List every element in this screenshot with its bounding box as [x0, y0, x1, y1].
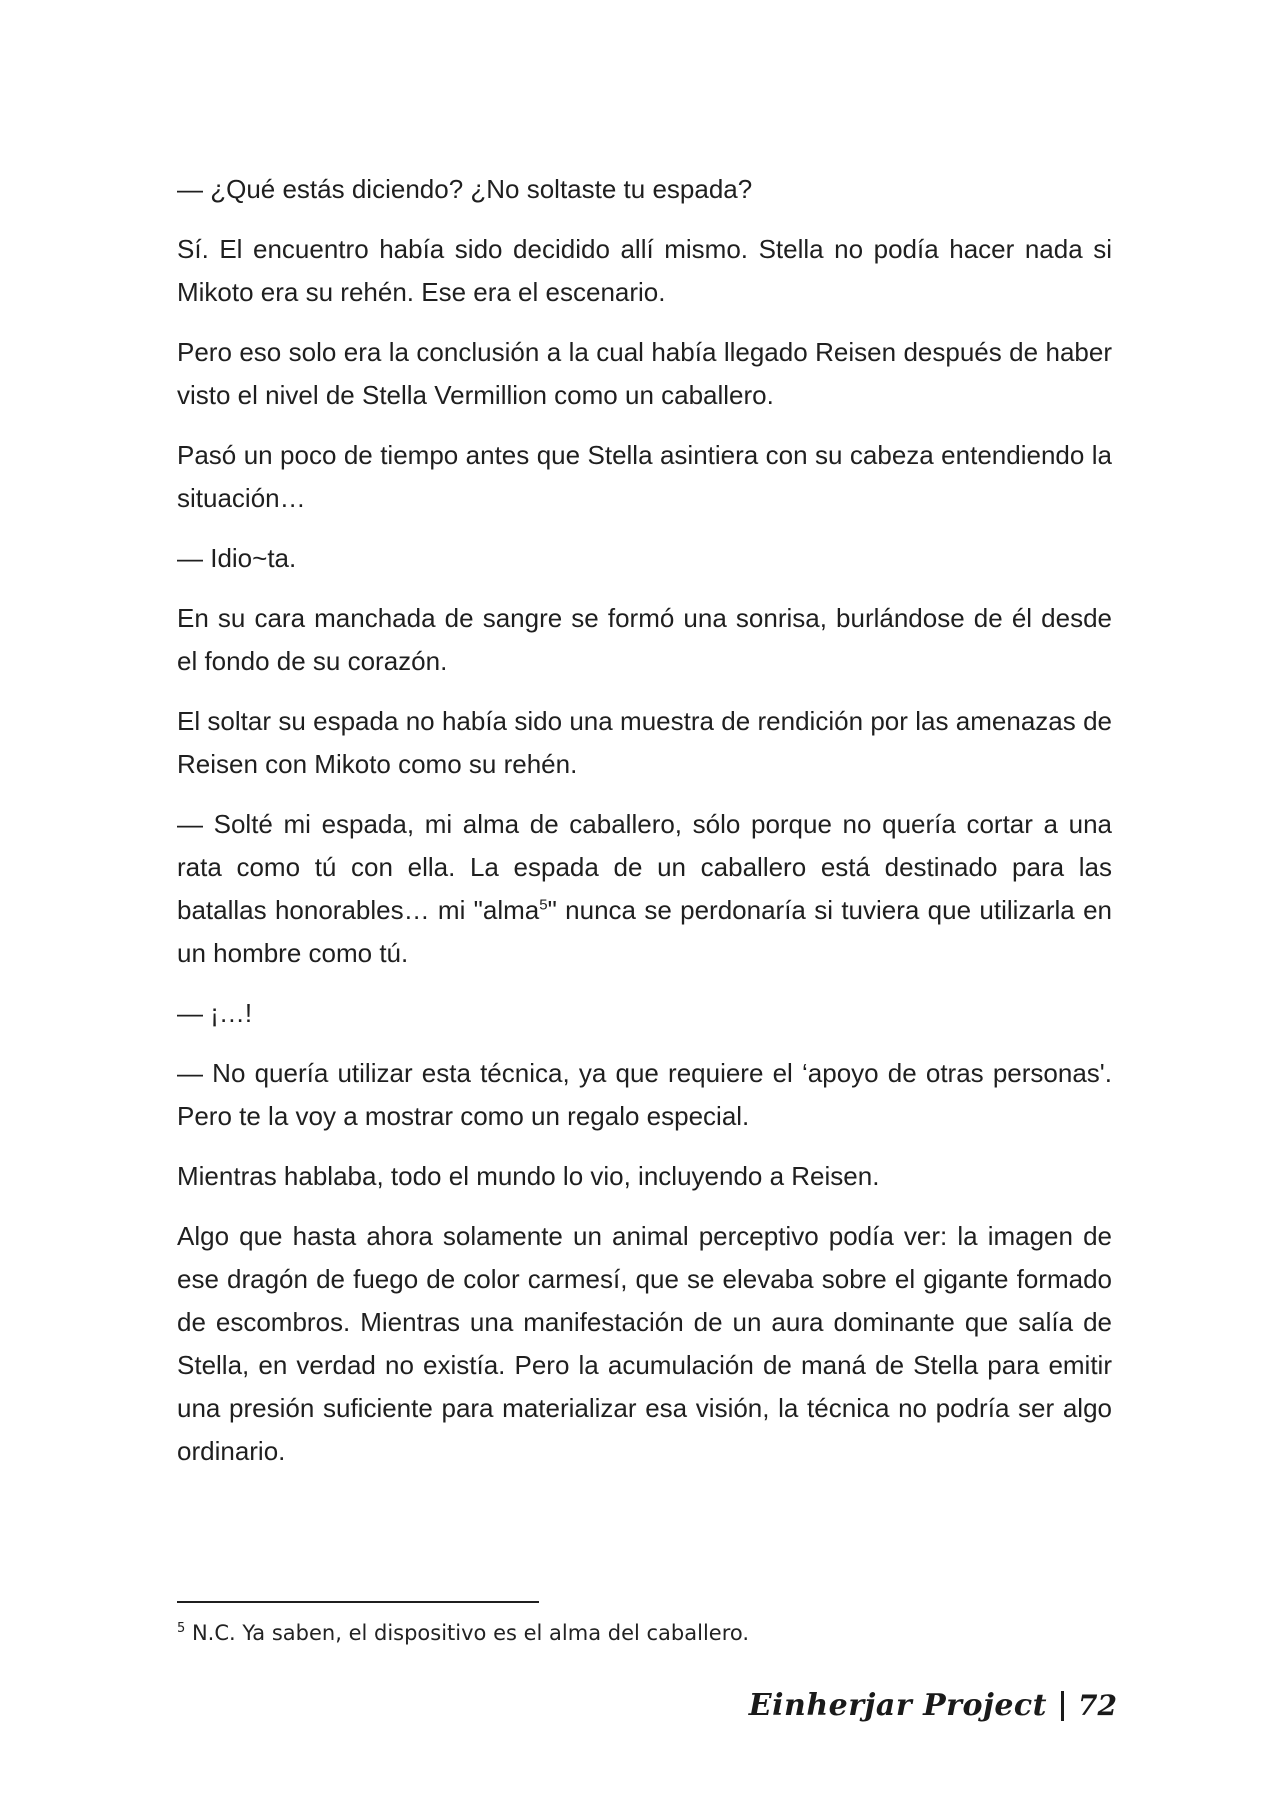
body-text	[177, 168, 1112, 1490]
dialogue-line: — ¿Qué estás diciendo? ¿No soltaste tu espada?	[177, 174, 753, 204]
footer-divider	[1061, 1691, 1064, 1721]
page-footer	[749, 1688, 1117, 1723]
paragraph: Pero eso solo era la conclusión a la cual había llegado Reisen después de haber visto el nivel de Stella Vermillion como un caballero.	[177, 337, 1112, 410]
footnote-reference[interactable]: 5	[539, 896, 548, 914]
paragraph: Pasó un poco de tiempo antes que Stella asintiera con su cabeza entendiendo la situación…	[177, 440, 1112, 513]
dialogue-line: — ¡…!	[177, 998, 253, 1028]
footnote-number: 5	[177, 1621, 186, 1636]
dialogue-text-after: " nunca se perdonaría si tuviera que utilizarla en un hombre como tú.	[177, 895, 1113, 968]
dialogue-line-with-footnote	[177, 803, 1112, 975]
paragraph: Algo que hasta ahora solamente un animal perceptivo podía ver: la imagen de ese dragón de fuego de color carmesí, que se elevaba sobre el gigante formado de escombros. Mientras una manifestación de un aura dominante que salía de Stella, en verdad no existía. Pero la acumulación de maná de Stella para emitir una presión suficiente para materializar esa visión, la técnica no podría ser algo ordinario.	[177, 1221, 1112, 1466]
paragraph: Sí. El encuentro había sido decidido allí mismo. Stella no podía hacer nada si Mikoto era su rehén. Ese era el escenario.	[177, 234, 1112, 307]
paragraph: En su cara manchada de sangre se formó una sonrisa, burlándose de él desde el fondo de su corazón.	[177, 603, 1112, 676]
paragraph: Mientras hablaba, todo el mundo lo vio, incluyendo a Reisen.	[177, 1161, 880, 1191]
footnote	[177, 1619, 1112, 1647]
page-number: 72	[1078, 1689, 1117, 1722]
dialogue-line: — Idio~ta.	[177, 543, 297, 573]
paragraph: El soltar su espada no había sido una muestra de rendición por las amenazas de Reisen con Mikoto como su rehén.	[177, 706, 1112, 779]
dialogue-line: — No quería utilizar esta técnica, ya que requiere el ‘apoyo de otras personas'. Pero te la voy a mostrar como un regalo especial.	[177, 1058, 1112, 1131]
footnote-text: N.C. Ya saben, el dispositivo es el alma del caballero.	[191, 1621, 750, 1645]
footnote-separator	[177, 1601, 539, 1603]
dialogue-text-before: — Solté mi espada, mi alma de caballero, sólo porque no quería cortar a una rata como tú con ella. La espada de un caballero está destinado para las batallas honorables… mi "alma	[177, 809, 1112, 925]
footer-brand: Einherjar Project	[748, 1688, 1048, 1723]
